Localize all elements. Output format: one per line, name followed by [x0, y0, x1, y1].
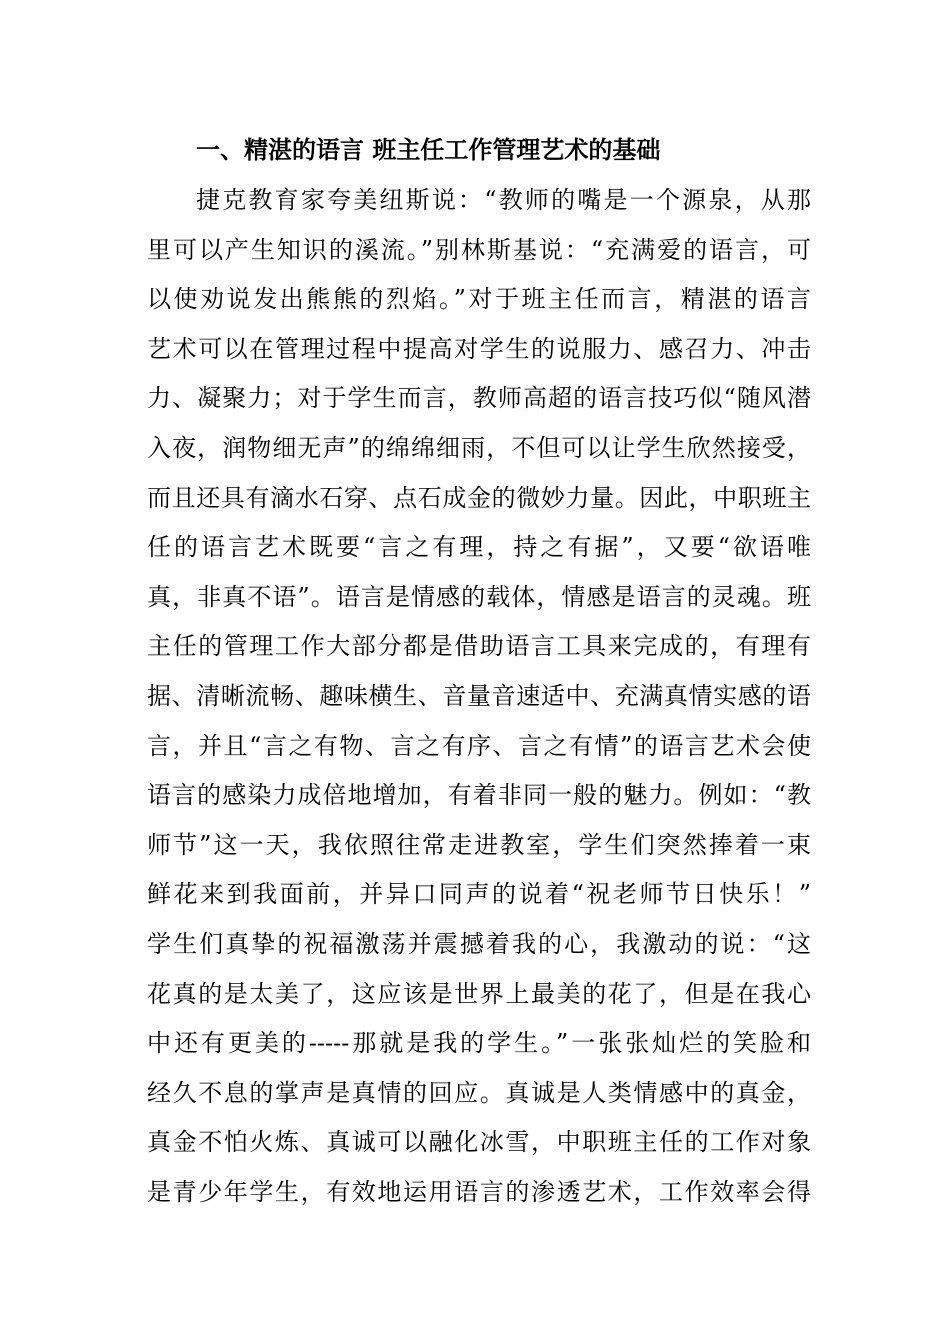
paragraph-line: 主任的管理工作大部分都是借助语言工具来完成的，有理有 [147, 632, 811, 661]
paragraph-line: 言，并且“言之有物、言之有序、言之有情”的语言艺术会使 [147, 731, 811, 760]
paragraph-line: 是青少年学生，有效地运用语言的渗透艺术，工作效率会得 [147, 1177, 811, 1206]
paragraph-line: 语言的感染力成倍地增加，有着非同一般的魅力。例如：“教 [147, 781, 811, 810]
paragraph-line: 而且还具有滴水石穿、点石成金的微妙力量。因此，中职班主 [147, 483, 811, 512]
paragraph-line: 捷克教育家夸美纽斯说：“教师的嘴是一个源泉，从那 [196, 186, 811, 214]
paragraph-line: 艺术可以在管理过程中提高对学生的说服力、感召力、冲击 [147, 334, 811, 363]
paragraph-line: 真，非真不语”。语言是情感的载体，情感是语言的灵魂。班 [147, 582, 811, 611]
paragraph-line: 以使劝说发出熊熊的烈焰。”对于班主任而言，精湛的语言 [147, 285, 811, 314]
paragraph-line: 任的语言艺术既要“言之有理，持之有据”，又要“欲语唯 [147, 533, 811, 562]
body-paragraph [147, 176, 811, 1217]
paragraph-line: 真金不怕火炼、真诚可以融化冰雪，中职班主任的工作对象 [147, 1128, 811, 1157]
paragraph-line: 学生们真挚的祝福激荡并震撼着我的心，我激动的说：“这 [147, 929, 811, 958]
paragraph-line: 经久不息的掌声是真情的回应。真诚是人类情感中的真金， [147, 1078, 811, 1107]
paragraph-line: 入夜，润物细无声”的绵绵细雨，不但可以让学生欣然接受， [147, 433, 811, 462]
paragraph-line: 里可以产生知识的溪流。”别林斯基说：“充满爱的语言，可 [147, 235, 811, 264]
section-heading: 一、精湛的语言 班主任工作管理艺术的基础 [196, 135, 661, 164]
paragraph-line: 据、清晰流畅、趣味横生、音量音速适中、充满真情实感的语 [147, 681, 811, 710]
paragraph-line: 师节”这一天，我依照往常走进教室，学生们突然捧着一束 [147, 830, 811, 859]
paragraph-line: 力、凝聚力；对于学生而言，教师高超的语言技巧似“随风潜 [147, 384, 811, 413]
paragraph-line: 花真的是太美了，这应该是世界上最美的花了，但是在我心 [147, 979, 811, 1008]
paragraph-line: 中还有更美的-----那就是我的学生。”一张张灿烂的笑脸和 [147, 1029, 811, 1058]
paragraph-line: 鲜花来到我面前，并异口同声的说着“祝老师节日快乐！” [147, 880, 811, 909]
